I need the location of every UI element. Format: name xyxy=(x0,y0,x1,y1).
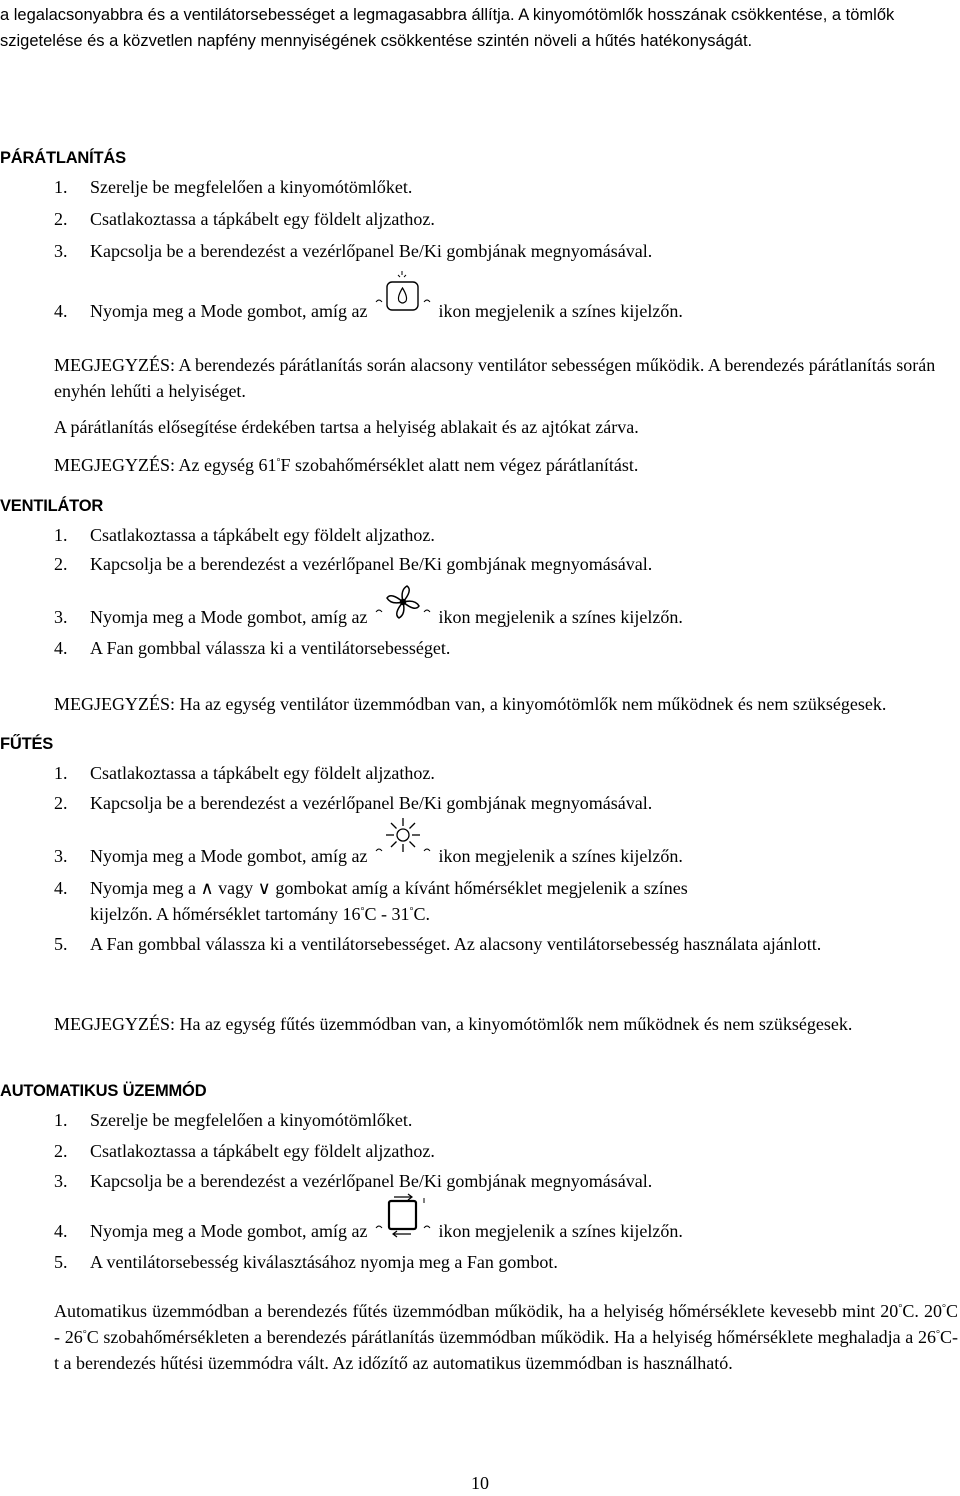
degree-sign: ° xyxy=(936,1329,941,1340)
step-number: 1. xyxy=(54,525,68,545)
step-number: 5. xyxy=(54,1252,68,1272)
degree-sign: ° xyxy=(360,906,365,917)
heading-heat: FŰTÉS xyxy=(0,735,54,753)
step-text: Nyomja meg a Mode gombot, amíg az xyxy=(90,846,368,866)
fan-step-1 xyxy=(54,522,435,548)
step-text: Nyomja meg a Mode gombot, amíg az xyxy=(90,607,368,627)
auto-step-2 xyxy=(54,1138,435,1164)
para-text: Automatikus üzemmódban a berendezés fűtés üzemmódban működik, ha a helyiség hőmérséklete kevesebb mint 20 xyxy=(54,1301,899,1321)
dehum-step-4 xyxy=(54,298,683,326)
up-arrow-icon: ∧ xyxy=(200,878,214,898)
dehum-step-3 xyxy=(54,238,652,264)
degree-sign: ° xyxy=(276,457,281,468)
degree-sign: ° xyxy=(941,1303,946,1314)
step-text: ikon megjelenik a színes kijelzőn. xyxy=(438,1221,683,1241)
auto-paragraph xyxy=(54,1298,958,1376)
step-text: ikon megjelenik a színes kijelzőn. xyxy=(438,846,683,866)
note-text: F szobahőmérséklet alatt nem végez párátlanítást. xyxy=(280,455,639,475)
step-number: 4. xyxy=(54,1221,68,1241)
step-number: 3. xyxy=(54,1171,68,1191)
heat-note: MEGJEGYZÉS: Ha az egység fűtés üzemmódban van, a kinyomótömlők nem működnek és nem szükségesek. xyxy=(54,1014,853,1034)
step-text: A Fan gombbal válassza ki a ventilátorsebességet. Az alacsony ventilátorsebesség használata ajánlott. xyxy=(90,934,822,954)
dehum-note-2: A párátlanítás elősegítése érdekében tartsa a helyiség ablakait és az ajtókat zárva. xyxy=(54,417,639,437)
para-text: C. 20 xyxy=(902,1301,942,1321)
step-text: Kapcsolja be a berendezést a vezérlőpanel Be/Ki gombjának megnyomásával. xyxy=(90,241,653,261)
auto-step-1 xyxy=(54,1107,412,1133)
auto-step-3 xyxy=(54,1168,652,1194)
step-number: 4. xyxy=(54,878,68,898)
sun-heat-icon xyxy=(372,845,434,871)
heading-dehumidify: PÁRÁTLANÍTÁS xyxy=(0,149,126,167)
dehum-step-2 xyxy=(54,206,435,232)
step-number: 3. xyxy=(54,846,68,866)
step-text: Szerelje be megfelelően a kinyomótömlőket. xyxy=(90,177,413,197)
step-number: 4. xyxy=(54,301,68,321)
step-text: Csatlakoztassa a tápkábelt egy földelt aljzathoz. xyxy=(90,525,435,545)
step-text: gombokat amíg a kívánt hőmérséklet megjelenik a színes xyxy=(275,878,688,898)
step-text: Nyomja meg a Mode gombot, amíg az xyxy=(90,301,368,321)
degree-sign: ° xyxy=(82,1329,87,1340)
step-number: 4. xyxy=(54,638,68,658)
step-number: 1. xyxy=(54,177,68,197)
dehum-note-1: MEGJEGYZÉS: A berendezés párátlanítás során alacsony ventilátor sebességen működik. A berendezés párátlanítás során enyhén lehűti a helyiséget. xyxy=(54,355,936,401)
step-number: 2. xyxy=(54,1141,68,1161)
fan-icon xyxy=(372,606,434,632)
step-number: 2. xyxy=(54,554,68,574)
step-number: 1. xyxy=(54,763,68,783)
step-text: Csatlakoztassa a tápkábelt egy földelt aljzathoz. xyxy=(90,1141,435,1161)
step-text: Kapcsolja be a berendezést a vezérlőpanel Be/Ki gombjának megnyomásával. xyxy=(90,1171,653,1191)
heat-step-2 xyxy=(54,790,652,816)
dehum-step-1 xyxy=(54,174,412,200)
dehumidify-drop-icon xyxy=(372,300,434,326)
step-text: kijelzőn. A hőmérséklet tartomány 16 xyxy=(90,904,361,924)
down-arrow-icon: ∨ xyxy=(257,878,271,898)
step-text: Nyomja meg a Mode gombot, amíg az xyxy=(90,1221,368,1241)
auto-step-5 xyxy=(54,1249,558,1275)
step-number: 2. xyxy=(54,209,68,229)
step-text: C - 31 xyxy=(364,904,410,924)
step-number: 3. xyxy=(54,607,68,627)
step-text: C. xyxy=(413,904,430,924)
heading-auto: AUTOMATIKUS ÜZEMMÓD xyxy=(0,1082,207,1100)
auto-mode-icon xyxy=(372,1220,434,1246)
para-text: C - 26 xyxy=(54,1301,958,1347)
para-text: C szobahőmérsékleten a berendezés párátlanítás üzemmódban működik. Ha a helyiség hőmérséklete meghaladja a 26 xyxy=(86,1327,937,1347)
step-text: Nyomja meg a xyxy=(90,878,196,898)
step-text: ikon megjelenik a színes kijelzőn. xyxy=(438,607,683,627)
fan-step-3 xyxy=(54,604,683,632)
note-text: MEGJEGYZÉS: Az egység 61 xyxy=(54,455,277,475)
fan-note: MEGJEGYZÉS: Ha az egység ventilátor üzemmódban van, a kinyomótömlők nem működnek és nem szükségesek. xyxy=(54,694,887,714)
heat-step-3 xyxy=(54,843,683,871)
step-number: 5. xyxy=(54,934,68,954)
intro-paragraph: a legalacsonyabbra és a ventilátorsebességet a legmagasabbra állítja. A kinyomótömlők hosszának csökkentése, a tömlők szigetelése és a közvetlen napfény mennyiségének csökkentése szintén növeli a hűtés hatékonyságát. xyxy=(0,6,895,50)
fan-step-4 xyxy=(54,635,450,661)
step-text: ikon megjelenik a színes kijelzőn. xyxy=(438,301,683,321)
step-text: Szerelje be megfelelően a kinyomótömlőket. xyxy=(90,1110,413,1130)
step-number: 3. xyxy=(54,241,68,261)
step-text: Csatlakoztassa a tápkábelt egy földelt aljzathoz. xyxy=(90,763,435,783)
step-text: A ventilátorsebesség kiválasztásához nyomja meg a Fan gombot. xyxy=(90,1252,558,1272)
page-number: 10 xyxy=(471,1473,489,1493)
dehum-note-3 xyxy=(54,452,958,478)
heat-step-5 xyxy=(54,931,854,957)
step-number: 1. xyxy=(54,1110,68,1130)
step-text: Kapcsolja be a berendezést a vezérlőpanel Be/Ki gombjának megnyomásával. xyxy=(90,793,653,813)
step-number: 2. xyxy=(54,793,68,813)
degree-sign: ° xyxy=(409,906,414,917)
auto-step-4 xyxy=(54,1218,683,1246)
para-text: C-t a berendezés hűtési üzemmódra vált. Az időzítő az automatikus üzemmódban is használható. xyxy=(54,1327,959,1373)
fan-step-2 xyxy=(54,551,652,577)
step-text: Csatlakoztassa a tápkábelt egy földelt aljzathoz. xyxy=(90,209,435,229)
step-text: Kapcsolja be a berendezést a vezérlőpanel Be/Ki gombjának megnyomásával. xyxy=(90,554,653,574)
heat-step-4 xyxy=(54,875,854,927)
heat-step-1 xyxy=(54,760,435,786)
heading-fan: VENTILÁTOR xyxy=(0,497,104,515)
degree-sign: ° xyxy=(898,1303,903,1314)
step-text: vagy xyxy=(218,878,254,898)
step-text: A Fan gombbal válassza ki a ventilátorsebességet. xyxy=(90,638,451,658)
